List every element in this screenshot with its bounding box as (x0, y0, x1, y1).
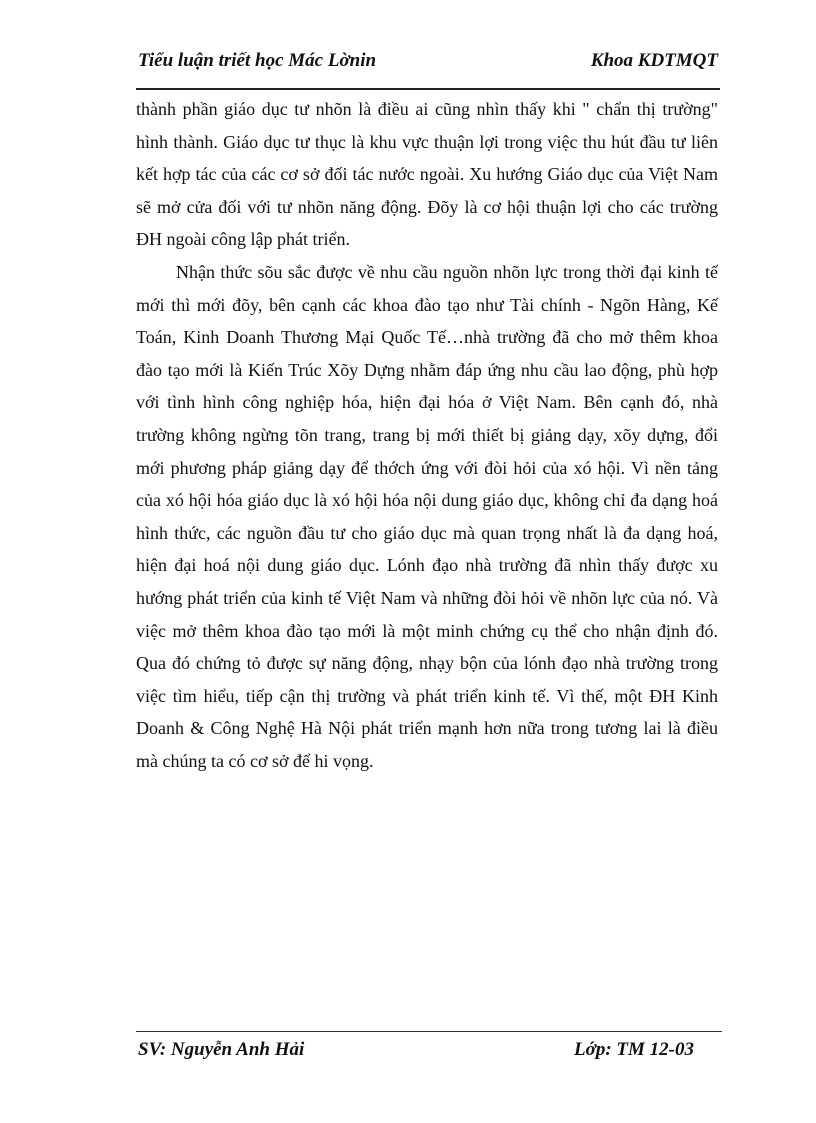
header-department: Khoa KDTMQT (590, 50, 718, 71)
header-course-title: Tiểu luận triết học Mác Lờnin (138, 50, 377, 71)
paragraph-2: Nhận thức sõu sắc được về nhu cầu nguồn nhõn lực trong thời đại kinh tế mới thì mới đõy, bên cạnh các khoa đào tạo như Tài chính - Ngõn Hàng, Kế Toán, Kinh Doanh Thương Mại Quốc Tế…nhà trường đã cho mở thêm khoa đào tạo mới là Kiến Trúc Xõy Dựng nhằm đáp ứng nhu cầu lao động, phù hợp với tình hình công nghiệp hóa, hiện đại hóa ở Việt Nam. Bên cạnh đó, nhà trường không ngừng tõn trang, trang bị mới thiết bị giảng dạy, xõy dựng, đổi mới phương pháp giảng dạy để thớch ứng với đòi hỏi của xó hội. Vì nền tảng của xó hội hóa giáo dục là xó hội hóa nội dung giáo dục, không chỉ đa dạng hoá hình thức, các nguồn đầu tư cho giáo dục mà quan trọng nhất là đa dạng hoá, hiện đại hoá nội dung giáo dục. Lónh đạo nhà trường đã nhìn thấy được xu hướng phát triển của kinh tế Việt Nam và những đòi hỏi về nhõn lực của nó. Và việc mở thêm khoa đào tạo mới là một minh chứng cụ thể cho nhận định đó. Qua đó chứng tỏ được sự năng động, nhạy bộn của lónh đạo nhà trường trong việc tìm hiểu, tiếp cận thị trường và phát triển kinh tế. Vì thế, một ĐH Kinh Doanh & Công Nghệ Hà Nội phát triển mạnh hơn nữa trong tương lai là điều mà chúng ta có cơ sở để hi vọng. (136, 261, 718, 771)
page-header (136, 46, 720, 90)
page-footer (136, 1031, 722, 1068)
footer-class: Lớp: TM 12-03 (574, 1039, 694, 1060)
paragraph-1: thành phần giáo dục tư nhõn là điều ai cũng nhìn thấy khi " chẩn thị trường" hình thành. Giáo dục tư thục là khu vực thuận lợi trong việc thu hút đầu tư liên kết hợp tác của các cơ sở đối tác nước ngoài. Xu hướng Giáo dục của Việt Nam sẽ mở cửa đối với tư nhõn năng động. Đõy là cơ hội thuận lợi cho các trường ĐH ngoài công lập phát triển. (136, 99, 718, 250)
footer-student-name: SV: Nguyễn Anh Hải (138, 1039, 305, 1060)
body-text (136, 93, 718, 777)
